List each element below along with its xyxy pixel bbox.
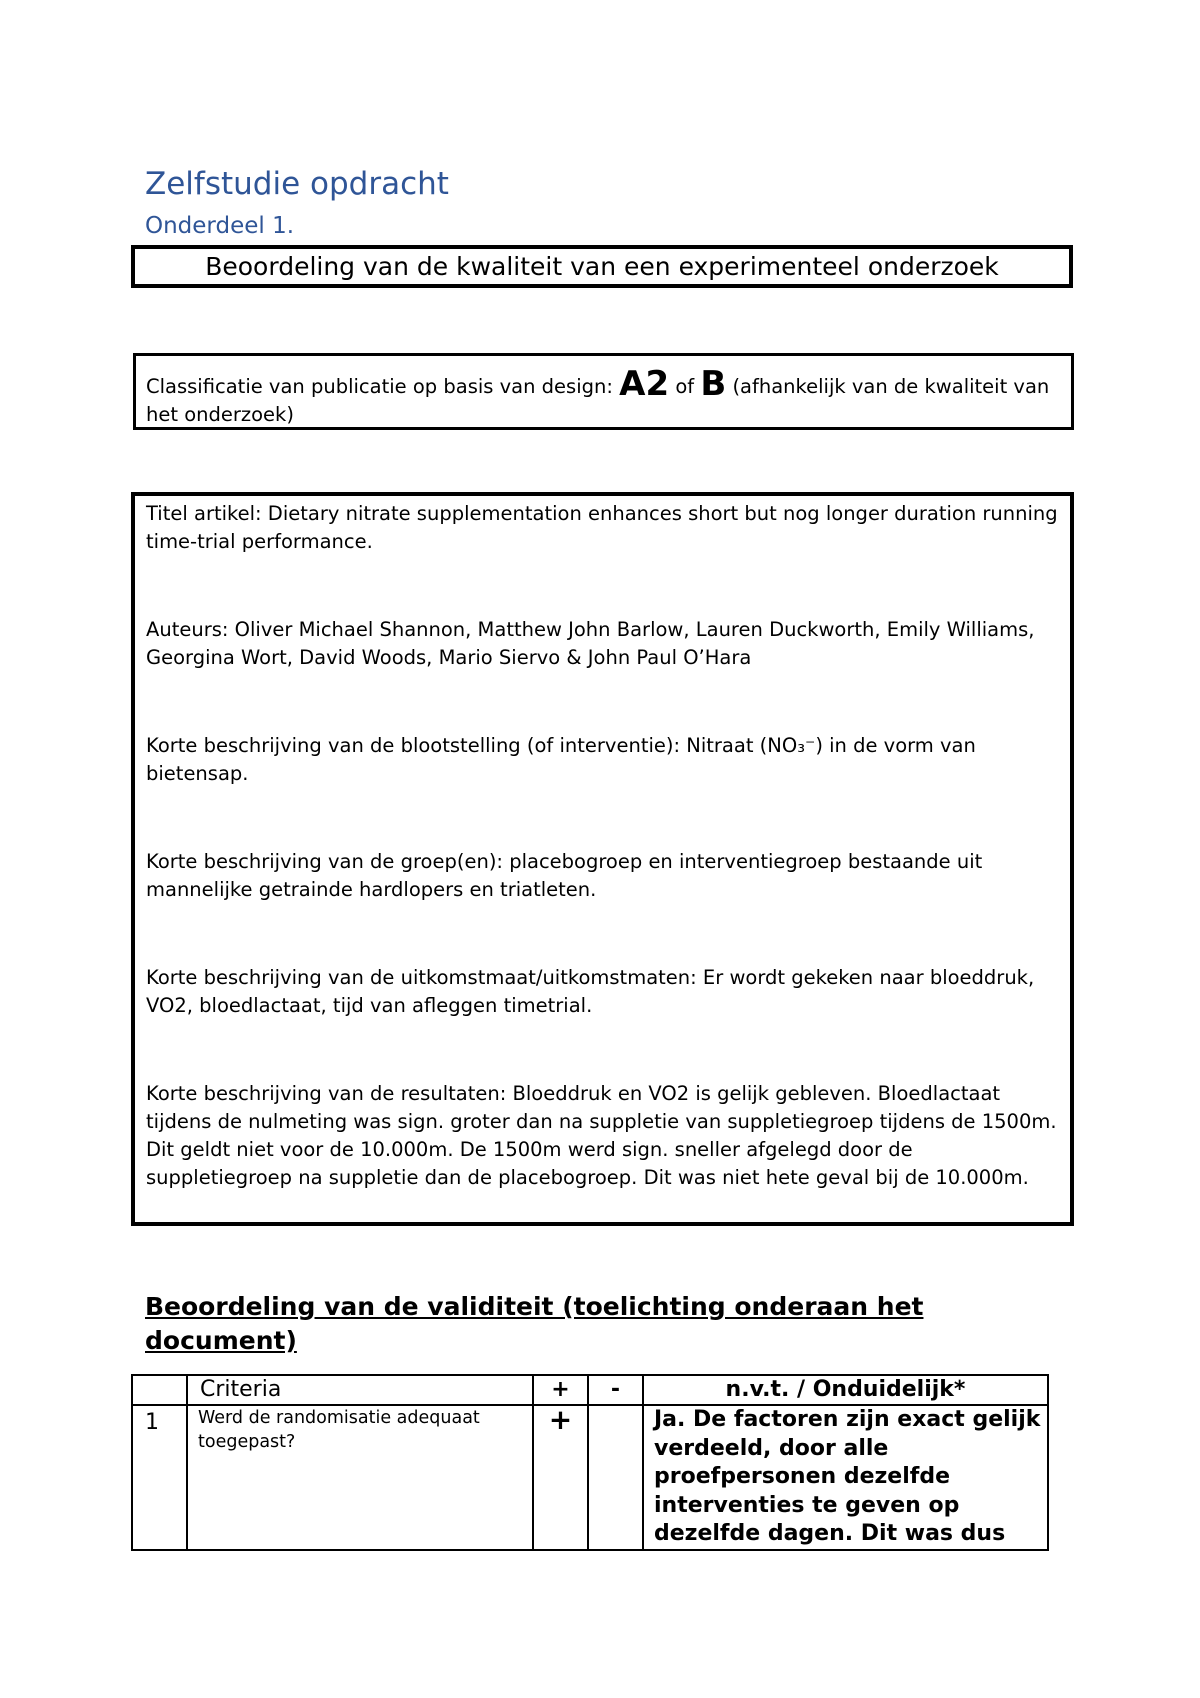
classification-box [133,353,1074,430]
row-plus-cell [533,1405,588,1550]
header-criteria [187,1375,533,1405]
classification-a2: A2 [619,364,670,404]
row-num-cell [132,1405,187,1550]
classification-b: B [700,364,727,404]
header-plus: + [533,1375,588,1405]
header-num [132,1375,187,1405]
classification-prefix: Classificatie van publicatie op basis van design: [146,375,620,398]
validity-table [131,1374,1049,1551]
row-plus: + [548,1403,573,1436]
article-results: Korte beschrijving van de resultaten: Bloeddruk en VO2 is gelijk gebleven. Bloedlactaat tijdens de nulmeting was sign. groter dan na suppletie van suppletiegroep tijdens de 1500m. Dit geldt niet voor de 10.000m. De 1500m werd sign. sneller afgelegd door de suppletiegroep na suppletie dan de placebogroep. Dit was niet hete geval bij de 10.000m. [146,1082,1057,1189]
assessment-title-box: Beoordeling van de kwaliteit van een experimenteel onderzoek [131,245,1073,288]
validity-heading: Beoordeling van de validiteit (toelichting onderaan het document) [145,1292,924,1355]
header-minus: - [588,1375,643,1405]
row-answer: Ja. De factoren zijn exact gelijk verdeeld, door alle proefpersonen dezelfde interventies te geven op dezelfde dagen. Dit was dus [654,1407,1041,1546]
article-outcomes: Korte beschrijving van de uitkomstmaat/uitkomstmaten: Er wordt gekeken naar bloeddruk, VO2, bloedlactaat, tijd van afleggen timetrial. [146,966,1035,1017]
header-criteria-label: Criteria [200,1377,282,1402]
classification-of: of [675,375,695,398]
table-row [132,1405,1048,1550]
article-exposure: Korte beschrijving van de blootstelling (of interventie): Nitraat (NO₃⁻) in de vorm van bietensap. [146,734,976,785]
table-header-row [132,1375,1048,1405]
header-nvt: n.v.t. / Onduidelijk* [643,1375,1048,1405]
row-answer-cell [643,1405,1048,1550]
row-criteria: Werd de randomisatie adequaat toegepast? [198,1408,480,1452]
article-title: Titel artikel: Dietary nitrate supplementation enhances short but nog longer duration running time-trial performance. [146,502,1058,553]
article-groups: Korte beschrijving van de groep(en): placebogroep en interventiegroep bestaande uit mannelijke getrainde hardlopers en triatleten. [146,850,983,901]
article-info-box [131,492,1074,1226]
row-criteria-cell [187,1405,533,1550]
row-minus-cell [588,1405,643,1550]
page-title: Zelfstudie opdracht [145,166,449,202]
row-num: 1 [145,1410,159,1435]
article-authors: Auteurs: Oliver Michael Shannon, Matthew John Barlow, Lauren Duckworth, Emily Williams, Georgina Wort, David Woods, Mario Siervo & John Paul O’Hara [146,618,1035,669]
section-subtitle: Onderdeel 1. [145,213,295,239]
classification-suffix: (afhankelijk van de kwaliteit van het onderzoek) [146,375,1050,426]
